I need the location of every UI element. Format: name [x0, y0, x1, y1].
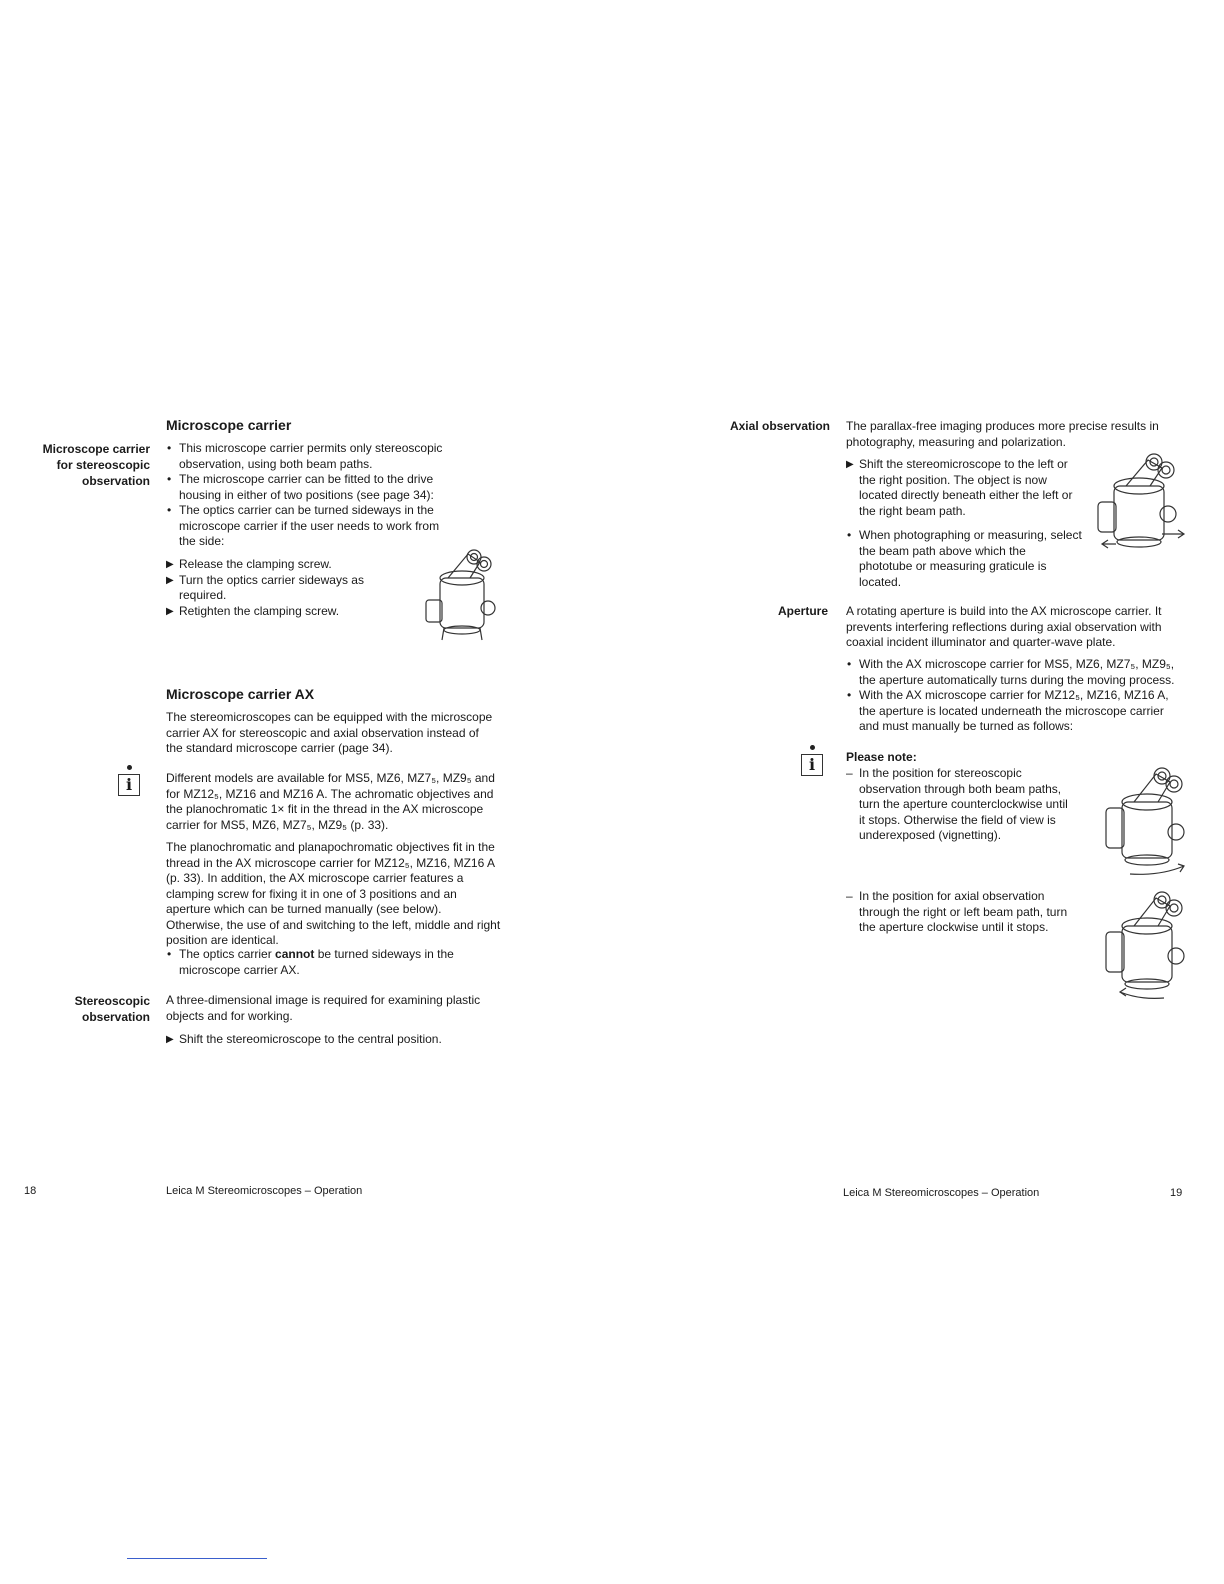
left-page-number: 18 — [24, 1185, 37, 1197]
list-item: • The optics carrier can be turned sideways in the microscope carrier if the user needs to work from the side: — [166, 503, 456, 550]
ax-bullet-list — [166, 947, 496, 978]
stereoscopic-step — [166, 1032, 496, 1048]
note-item-clockwise — [846, 889, 1076, 936]
axial-paragraph: The parallax-free imaging produces more precise results in photography, measuring and polarization. — [846, 419, 1159, 449]
axial-observation-side-label: Axial observation — [729, 419, 830, 433]
microscope-carrier-heading: Microscope carrier — [166, 417, 292, 433]
right-page-number: 19 — [1170, 1187, 1183, 1199]
list-item: ▶ Shift the stereomicroscope to the left or the right position. The object is now located directly beneath either the left or the right beam path. — [846, 457, 1076, 519]
microscope-illustration — [1100, 888, 1194, 1002]
list-item: • The microscope carrier can be fitted to the drive housing in either of two positions (see page 34): — [166, 472, 456, 503]
left-footer-title: Leica M Stereomicroscopes – Operation — [166, 1185, 363, 1197]
microscope-illustration — [418, 548, 502, 642]
ax-details-paragraph: The planochromatic and planapochromatic objectives fit in the thread in the AX microscope carrier for MZ12₅, MZ16, MZ16 A (p. 33). In addition, the AX microscope carrier features a clamping screw for fixing it in one of 3 positions and an aperture which can be turned manually (see below). Otherwise, the use of and switching to the left, middle and right position are identical. — [166, 840, 501, 947]
list-item: – In the position for stereoscopic observation through both beam paths, turn the aperture counterclockwise until it stops. Otherwise the field of view is underexposed (vignetting). — [846, 766, 1076, 844]
list-item: ▶ Shift the stereomicroscope to the central position. — [166, 1032, 496, 1048]
microscope-carrier-side-label: Microscope carrier for stereoscopic observation — [42, 442, 150, 488]
list-item: • With the AX microscope carrier for MS5, MZ6, MZ7₅, MZ9₅, the aperture automatically turns during the moving process. — [846, 657, 1181, 688]
divider — [127, 1558, 267, 1559]
ax-info-paragraph: Different models are available for MS5, MZ6, MZ7₅, MZ9₅ and for MZ12₅, MZ16 and MZ16 A. The achromatic objectives and the planochromatic 1× fit in the thread in the AX microscope carrier for MS5, MZ6, MZ7₅, MZ9₅ (p. 33). — [166, 771, 495, 832]
list-item: – In the position for axial observation through the right or left beam path, turn the aperture clockwise until it stops. — [846, 889, 1076, 936]
stereoscopic-paragraph: A three-dimensional image is required for examining plastic objects and for working. — [166, 993, 481, 1023]
microscope-carrier-bullets — [166, 441, 456, 550]
aperture-side-label: Aperture — [777, 604, 828, 618]
microscope-illustration — [1092, 452, 1188, 556]
list-item: ▶ Release the clamping screw. — [166, 557, 366, 573]
list-item: • When photographing or measuring, select the beam path above which the phototube or measuring graticule is located. — [846, 528, 1082, 590]
aperture-bullets — [846, 657, 1181, 735]
microscope-carrier-ax-heading: Microscope carrier AX — [166, 686, 315, 702]
list-item: • With the AX microscope carrier for MZ12₅, MZ16, MZ16 A, the aperture is located underneath the microscope carrier and must manually be turned as follows: — [846, 688, 1181, 735]
note-item-counterclockwise — [846, 766, 1076, 844]
ax-intro-paragraph: The stereomicroscopes can be equipped with the microscope carrier AX for stereoscopic and axial observation instead of the standard microscope carrier (page 34). — [166, 710, 493, 755]
aperture-paragraph: A rotating aperture is build into the AX microscope carrier. It prevents interfering reflections during axial observation with coaxial incident illuminator and quarter-wave plate. — [846, 604, 1162, 649]
right-footer-title: Leica M Stereomicroscopes – Operation — [843, 1187, 1040, 1199]
please-note-heading: Please note: — [846, 750, 917, 764]
list-item: • This microscope carrier permits only stereoscopic observation, using both beam paths. — [166, 441, 456, 472]
stereoscopic-observation-side-label: Stereoscopic observation — [74, 994, 150, 1024]
info-icon: i — [118, 774, 140, 796]
info-icon: i — [801, 754, 823, 776]
axial-step — [846, 457, 1076, 519]
microscope-illustration — [1100, 764, 1194, 878]
list-item: ▶ Retighten the clamping screw. — [166, 604, 366, 620]
list-item: ▶ Turn the optics carrier sideways as required. — [166, 573, 366, 604]
axial-bullet — [846, 528, 1082, 590]
list-item: • The optics carrier cannot be turned sideways in the microscope carrier AX. — [166, 947, 496, 978]
microscope-carrier-steps — [166, 557, 366, 619]
